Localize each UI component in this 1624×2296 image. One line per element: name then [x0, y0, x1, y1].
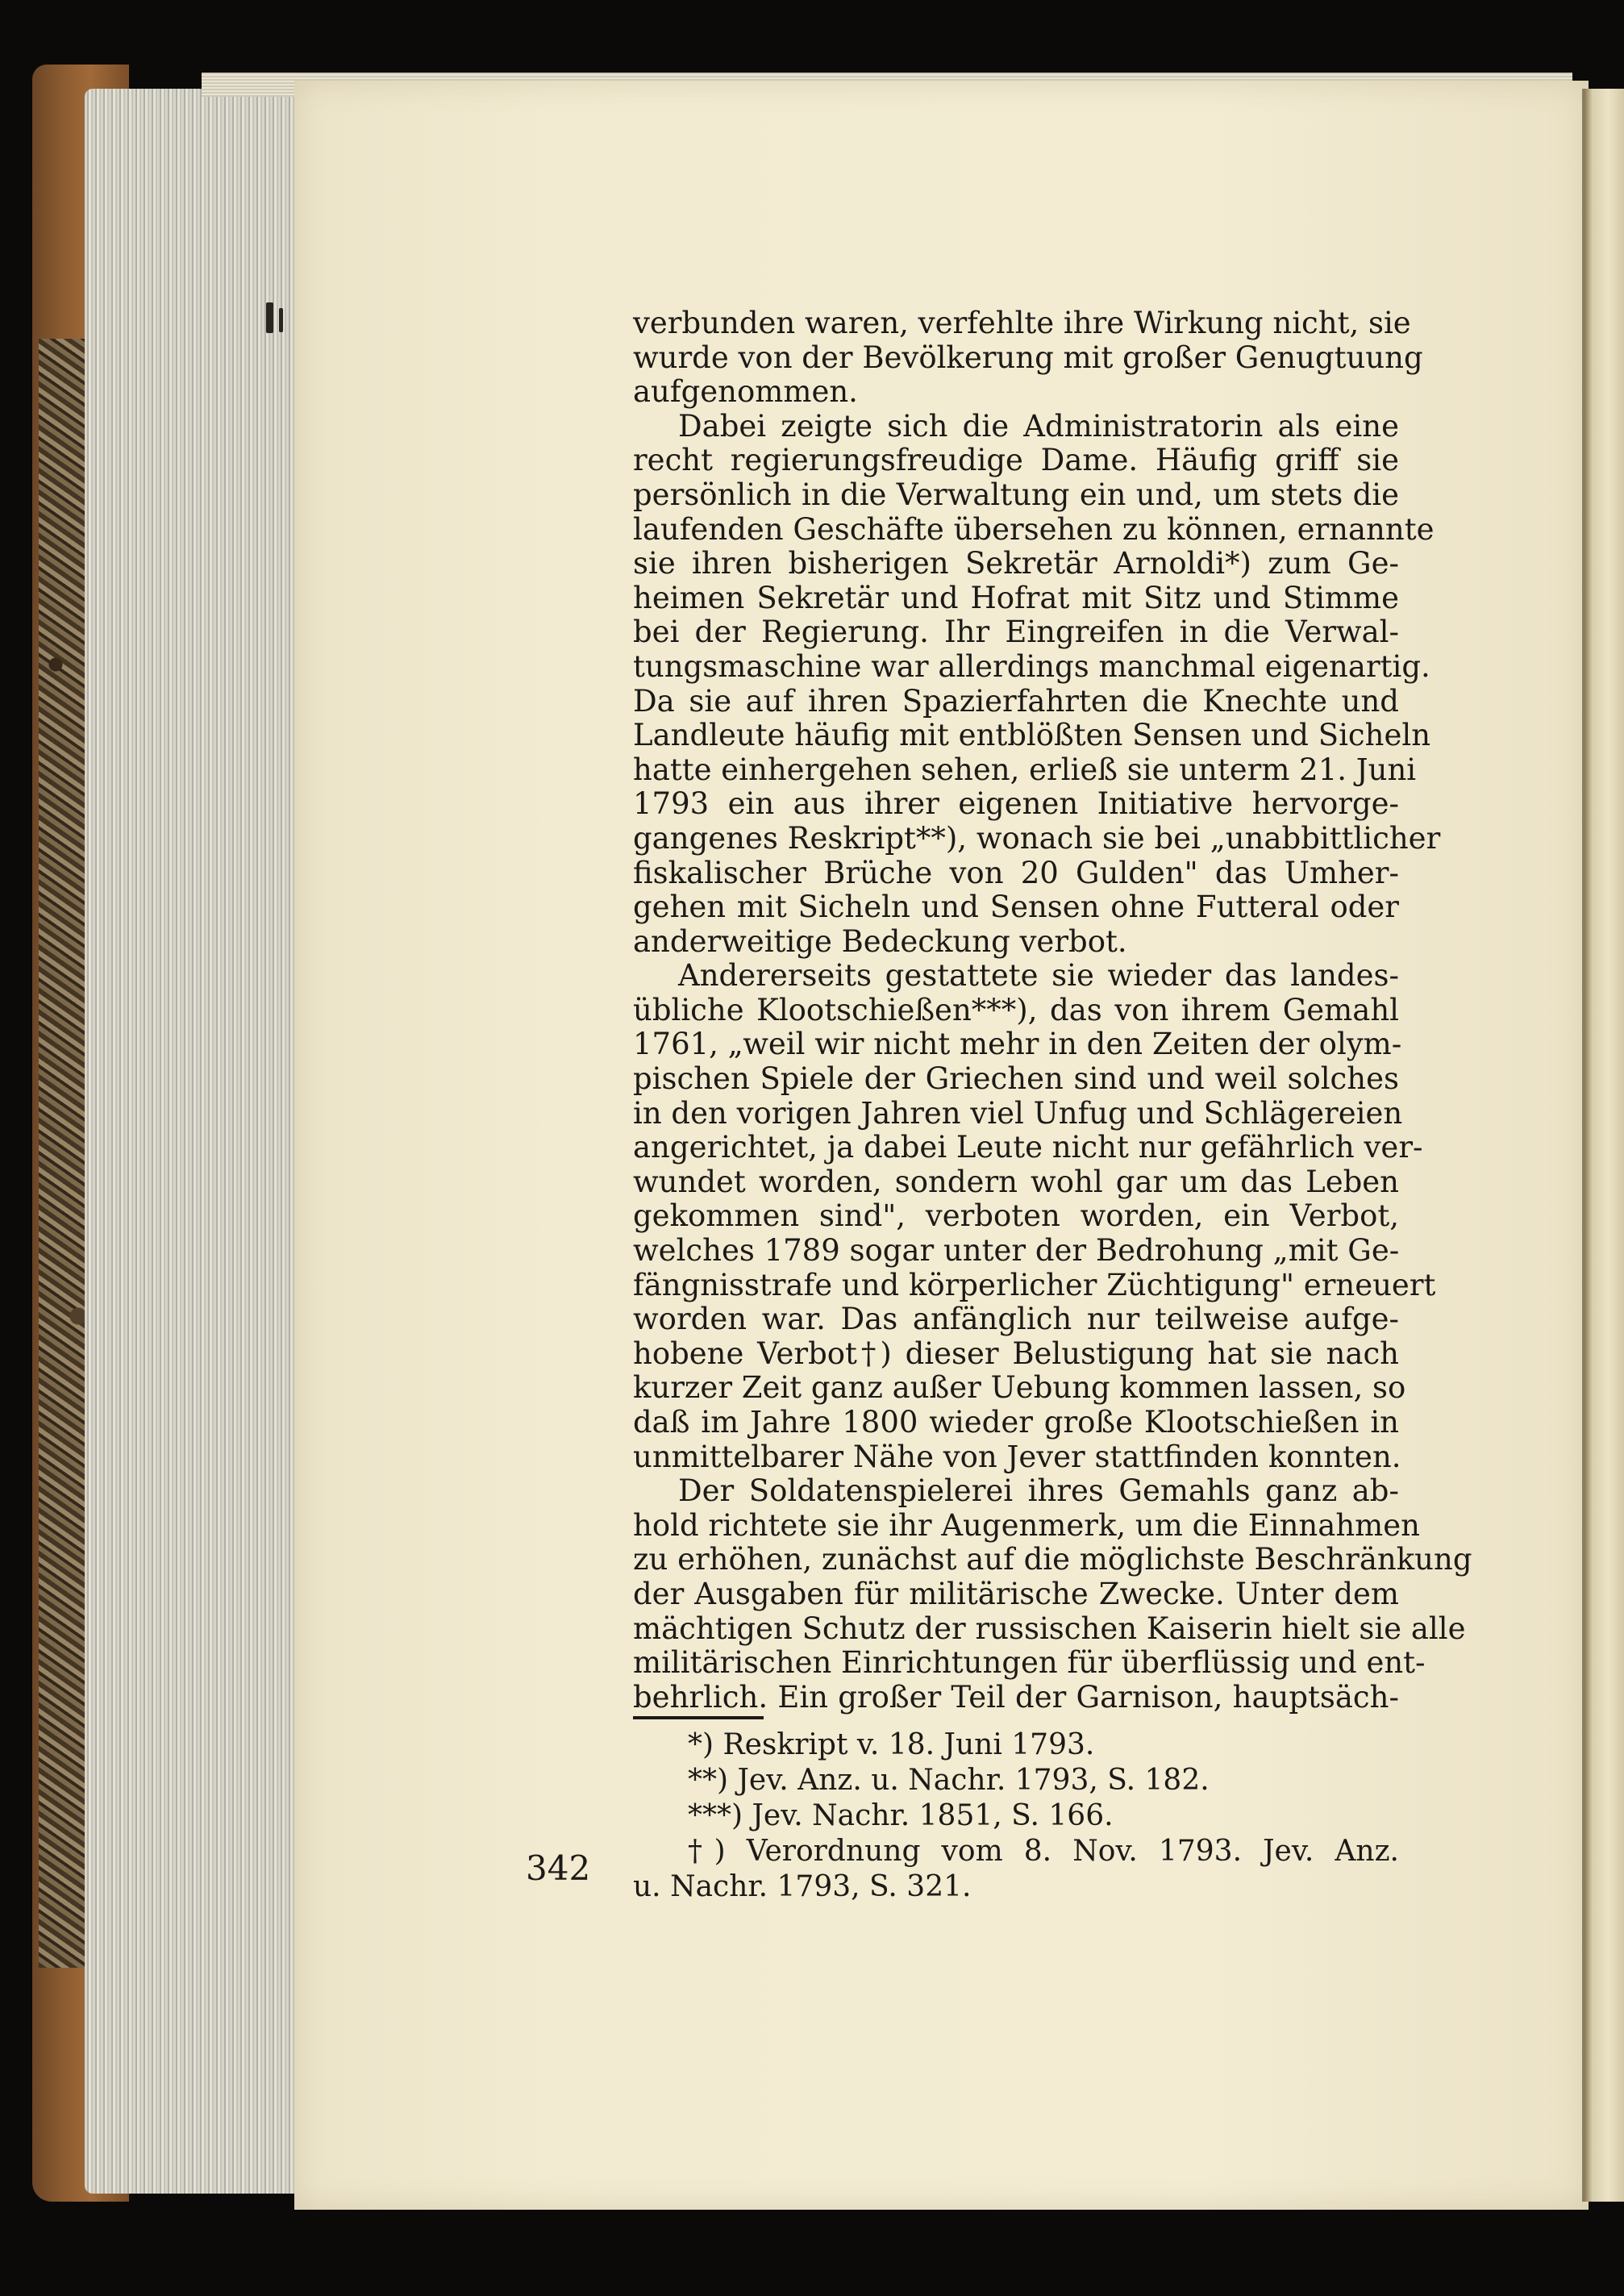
facing-page-edge: [1584, 89, 1624, 2202]
text-line: unmittelbarer Nähe von Jever stattfinden konnten.: [633, 1439, 1401, 1474]
footnote: **) Jev. Anz. u. Nachr. 1793, S. 182.: [688, 1764, 1210, 1797]
text-line: zu erhöhen, zunächst auf die möglichste Beschränkung: [633, 1542, 1472, 1577]
text-line: gekommen sind", verboten worden, ein Verbot,: [633, 1198, 1399, 1234]
text-line: Da sie auf ihren Spazierfahrten die Knechte und: [633, 683, 1399, 719]
text-line: angerichtet, ja dabei Leute nicht nur gefährlich ver-: [633, 1130, 1423, 1165]
text-line: gangenes Reskript**), wonach sie bei „unabbittlicher: [633, 820, 1441, 856]
text-line: militärischen Einrichtungen für überflüssig und ent-: [633, 1645, 1426, 1681]
text-line: Andererseits gestattete sie wieder das landes-: [678, 958, 1399, 994]
text-line: wurde von der Bevölkerung mit großer Genugtuung: [633, 340, 1423, 375]
page-edges: [85, 89, 306, 2194]
text-line: übliche Klootschießen***), das von ihrem Gemahl: [633, 992, 1399, 1027]
text-line: worden war. Das anfänglich nur teilweise aufge-: [633, 1302, 1399, 1337]
text-line: behrlich. Ein großer Teil der Garnison, hauptsäch-: [633, 1679, 1399, 1715]
text-line: hold richtete sie ihr Augenmerk, um die Einnahmen: [633, 1507, 1420, 1543]
text-line: 1761, „weil wir nicht mehr in den Zeiten der olym-: [633, 1027, 1402, 1062]
text-line: hobene Verbot†) dieser Belustigung hat sie nach: [633, 1336, 1399, 1371]
text-line: wundet worden, sondern wohl gar um das Leben: [633, 1164, 1399, 1199]
text-line: der Ausgaben für militärische Zwecke. Unter dem: [633, 1576, 1399, 1611]
footnote-continuation: u. Nachr. 1793, S. 321.: [633, 1870, 972, 1903]
text-line: fiskalischer Brüche von 20 Gulden" das Umher-: [633, 855, 1399, 890]
text-line: pischen Spiele der Griechen sind und weil solches: [633, 1061, 1399, 1097]
footnote: ***) Jev. Nachr. 1851, S. 166.: [688, 1799, 1114, 1832]
footnote-rule: [633, 1716, 764, 1719]
text-line: fängnisstrafe und körperlicher Züchtigung" erneuert: [633, 1267, 1436, 1302]
text-line: Landleute häufig mit entblößten Sensen und Sicheln: [633, 718, 1431, 753]
footnote: †) Verordnung vom 8. Nov. 1793. Jev. Anz.: [688, 1835, 1399, 1868]
text-line: sie ihren bisherigen Sekretär Arnoldi*) zum Ge-: [633, 546, 1399, 581]
text-line: hatte einhergehen sehen, erließ sie unterm 21. Juni: [633, 752, 1417, 787]
text-line: persönlich in die Verwaltung ein und, um stets die: [633, 477, 1399, 512]
margin-mark: [266, 302, 273, 333]
text-line: welches 1789 sogar unter der Bedrohung „mit Ge-: [633, 1233, 1400, 1269]
footnotes: [633, 1727, 1399, 1905]
text-line: tungsmaschine war allerdings manchmal eigenartig.: [633, 648, 1430, 684]
text-line: bei der Regierung. Ihr Eingreifen in die Verwal-: [633, 615, 1399, 650]
margin-mark: [279, 308, 283, 332]
text-line: in den vorigen Jahren viel Unfug und Schlägereien: [633, 1095, 1403, 1131]
text-line: anderweitige Bedeckung verbot.: [633, 923, 1127, 959]
text-line: daß im Jahre 1800 wieder große Klootschießen in: [633, 1405, 1399, 1440]
text-line: 1793 ein aus ihrer eigenen Initiative hervorge-: [633, 786, 1399, 822]
text-line: kurzer Zeit ganz außer Uebung kommen lassen, so: [633, 1370, 1406, 1406]
footnote: *) Reskript v. 18. Juni 1793.: [688, 1728, 1095, 1761]
text-line: laufenden Geschäfte übersehen zu können, ernannte: [633, 511, 1435, 547]
text-line: recht regierungsfreudige Dame. Häufig griff sie: [633, 443, 1399, 478]
text-line: Dabei zeigte sich die Administratorin als eine: [678, 408, 1399, 444]
text-line: gehen mit Sicheln und Sensen ohne Futteral oder: [633, 890, 1399, 925]
body-text: [633, 306, 1472, 1715]
text-line: aufgenommen.: [633, 374, 858, 410]
text-line: Der Soldatenspielerei ihres Gemahls ganz ab-: [678, 1473, 1399, 1509]
text-line: mächtigen Schutz der russischen Kaiserin hielt sie alle: [633, 1611, 1466, 1646]
page-number: 342: [526, 1848, 591, 1888]
text-line: heimen Sekretär und Hofrat mit Sitz und Stimme: [633, 580, 1399, 615]
text-line: verbunden waren, verfehlte ihre Wirkung nicht, sie: [633, 306, 1411, 340]
